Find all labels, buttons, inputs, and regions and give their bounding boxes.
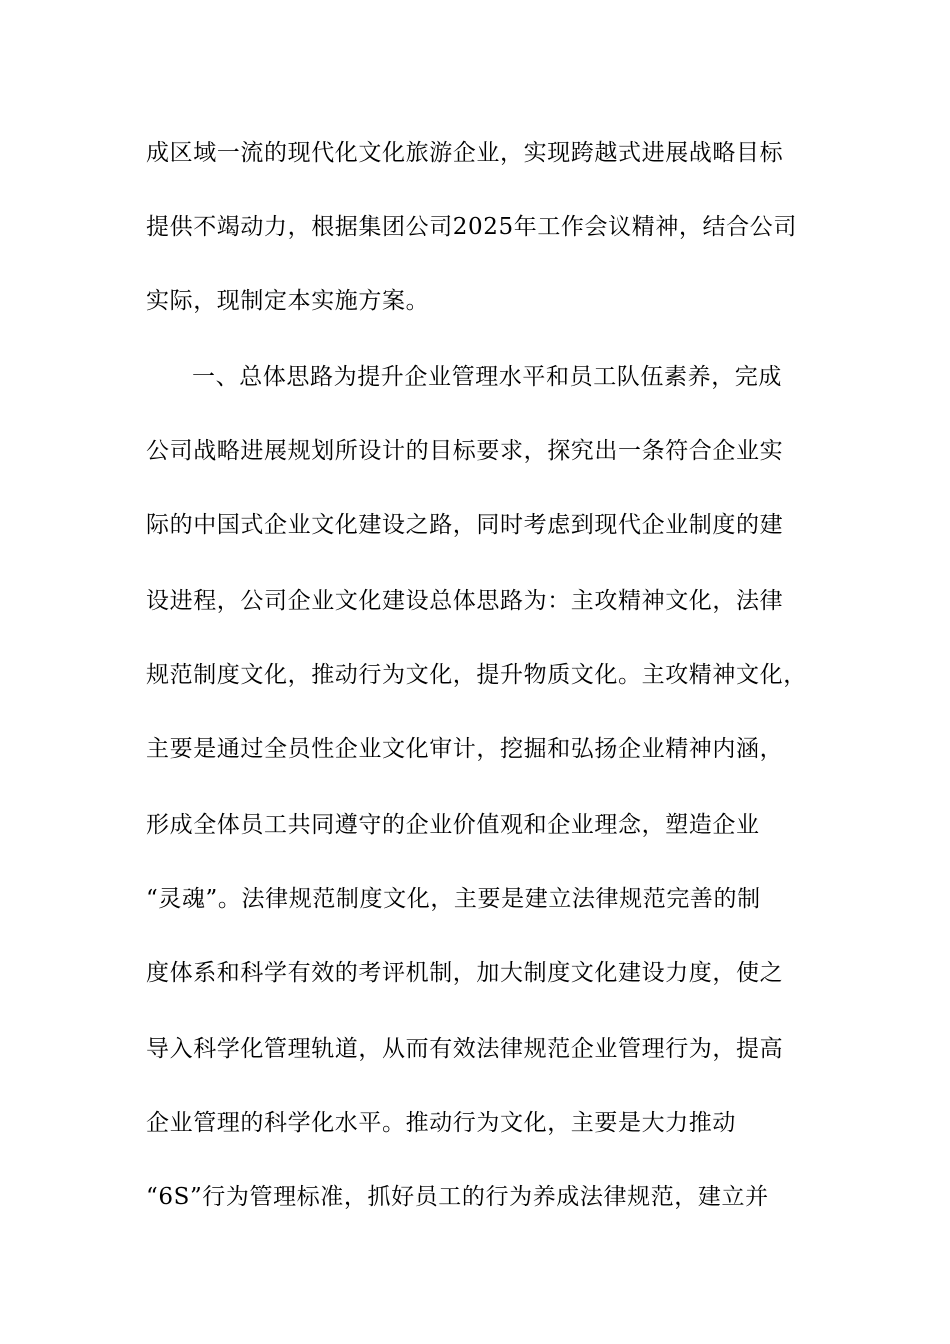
text-line-10: 形成全体员工共同遵守的企业价值观和企业理念，塑造企业 [146,812,760,838]
text-line-15: “6S”行为管理标准，抓好员工的行为养成法律规范，建立并 [146,1184,769,1210]
text-line-12: 度体系和科学有效的考评机制，加大制度文化建设力度，使之 [146,960,784,986]
text-line-8: 规范制度文化，推动行为文化，提升物质文化。主攻精神文化， [146,662,807,688]
text-line-5: 公司战略进展规划所设计的目标要求，探究出一条符合企业实 [146,438,784,464]
text-line-14: 企业管理的科学化水平。推动行为文化，主要是大力推动 [146,1110,736,1136]
text-line-9: 主要是通过全员性企业文化审计，挖掘和弘扬企业精神内涵， [146,736,784,762]
text-line-1: 成区域一流的现代化文化旅游企业，实现跨越式进展战略目标 [146,140,784,166]
text-line-11: “灵魂”。法律规范制度文化，主要是建立法律规范完善的制 [146,886,761,912]
text-line-2: 提供不竭动力，根据集团公司2025年工作会议精神，结合公司 [146,214,797,240]
section-heading-paragraph: 一、总体思路为提升企业管理水平和员工队伍素养，完成 [192,364,782,390]
text-line-3: 实际，现制定本实施方案。 [146,288,430,314]
text-line-13: 导入科学化管理轨道，从而有效法律规范企业管理行为，提高 [146,1036,784,1062]
text-line-6: 际的中国式企业文化建设之路，同时考虑到现代企业制度的建 [146,512,784,538]
text-line-7: 设进程，公司企业文化建设总体思路为：主攻精神文化，法律 [146,588,784,614]
